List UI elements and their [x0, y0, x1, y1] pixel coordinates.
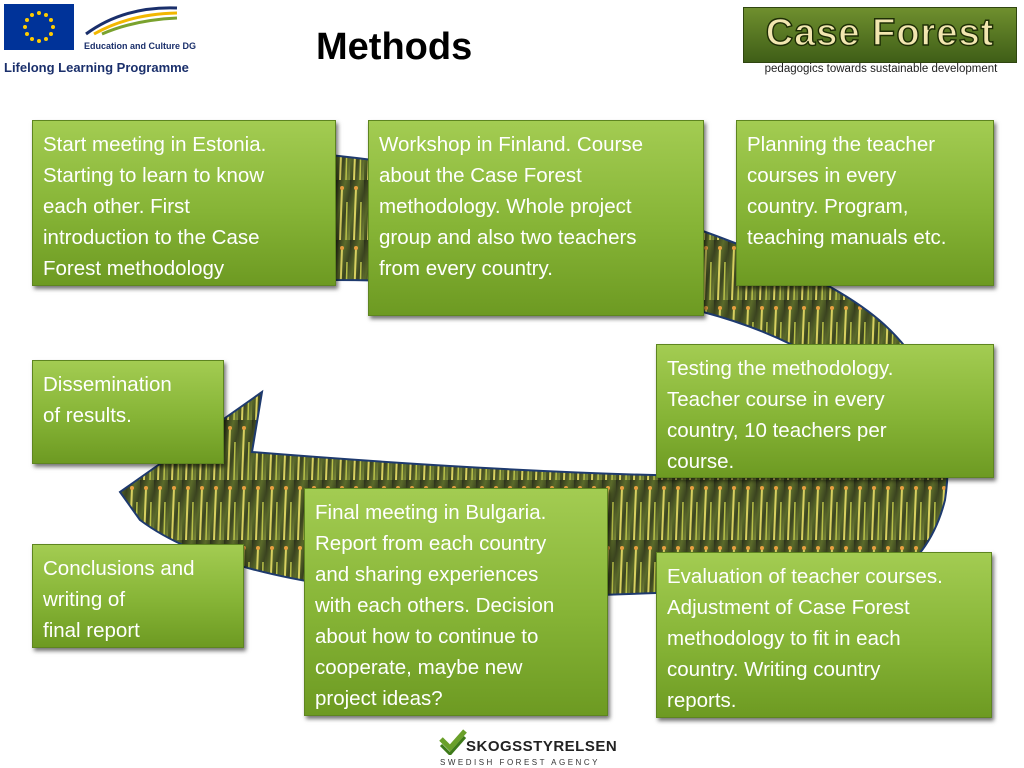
step-evaluation	[656, 552, 992, 718]
case-forest-logo-text: Case Forest	[765, 12, 995, 54]
step-testing-text: Testing the methodology. Teacher course in every country, 10 teachers per course.	[667, 357, 894, 473]
step-planning	[736, 120, 994, 286]
agency-subtitle: SWEDISH FOREST AGENCY	[440, 758, 600, 767]
eu-dg-label: Education and Culture DG	[84, 41, 197, 51]
step-conclusions	[32, 544, 244, 648]
step-start-text: Start meeting in Estonia. Starting to learn to know each other. First introduction to the Case Forest methodology	[43, 133, 267, 280]
step-dissemination-text: Dissemination of results.	[43, 373, 172, 427]
step-workshop-finland	[368, 120, 704, 316]
step-workshop-text: Workshop in Finland. Course about the Case Forest methodology. Whole project group and also two teachers from every country.	[379, 133, 643, 280]
agency-name: SKOGSSTYRELSEN	[466, 738, 618, 755]
step-testing	[656, 344, 994, 478]
step-final-meeting	[304, 488, 608, 716]
step-evaluation-text: Evaluation of teacher courses. Adjustment of Case Forest methodology to fit in each country. Writing country reports.	[667, 565, 943, 712]
programme-label: Lifelong Learning Programme	[4, 60, 189, 75]
step-start-meeting	[32, 120, 336, 286]
step-dissemination	[32, 360, 224, 464]
skogsstyrelsen-logo-icon	[438, 725, 468, 755]
step-conclusions-text: Conclusions and writing of final report	[43, 557, 195, 642]
brand-tagline: pedagogics towards sustainable development	[764, 63, 998, 75]
page-title: Methods	[316, 26, 473, 68]
step-planning-text: Planning the teacher courses in every country. Program, teaching manuals etc.	[747, 133, 947, 249]
step-final-text: Final meeting in Bulgaria. Report from each country and sharing experiences with each others. Decision about how to continue to cooperate, maybe new project ideas?	[315, 501, 555, 710]
